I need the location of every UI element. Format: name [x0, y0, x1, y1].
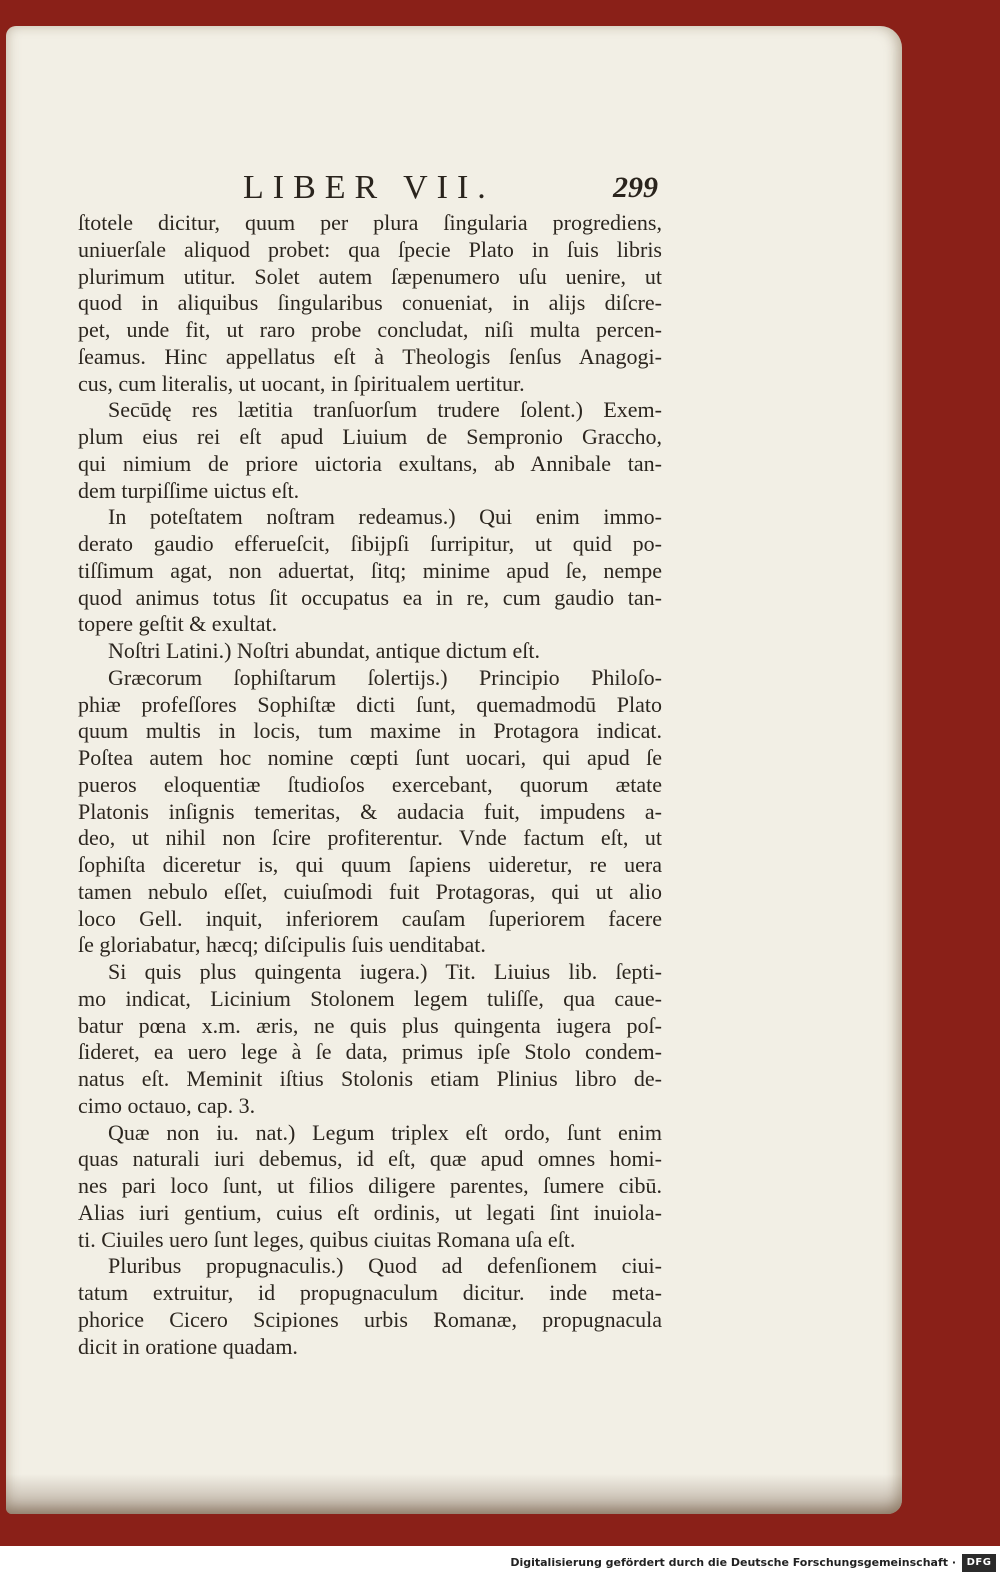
text-line: nes pari loco ſunt, ut filios diligere parentes, ſumere cibū.	[78, 1173, 662, 1198]
text-line: ſideret, ea uero lege à ſe data, primus ipſe Stolo condem-	[78, 1039, 662, 1065]
text-line: natus eſt. Meminit iſtius Stolonis etiam Plinius libro de-	[78, 1066, 662, 1091]
commentary-text-block	[78, 210, 662, 1360]
book-page	[6, 26, 902, 1514]
text-line: ſe gloriabatur, hæcq; diſcipulis ſuis uenditabat.	[78, 932, 486, 958]
text-line: Pluribus propugnaculis.) Quod ad defenſionem ciui-	[108, 1253, 662, 1279]
text-line: cus, cum literalis, ut uocant, in ſpiritualem uertitur.	[78, 370, 525, 396]
text-line: ti. Ciuiles uero ſunt leges, quibus ciuitas Romana uſa eſt.	[78, 1226, 576, 1252]
page-number: 299	[613, 171, 658, 204]
text-line: plurimum utitur. Solet autem ſæpenumero uſu uenire, ut	[78, 263, 662, 289]
text-line: Si quis plus quingenta iugera.) Tit. Liuius lib. ſepti-	[108, 959, 662, 984]
text-line: quod animus totus ſit occupatus ea in re, cum gaudio tan-	[78, 584, 662, 610]
text-line: mo indicat, Licinium Stolonem legem tuliſſe, qua caue-	[78, 985, 662, 1011]
text-line: dicit in oratione quadam.	[78, 1333, 298, 1359]
text-line: deo, ut nihil non ſcire profiterentur. Vnde factum eſt, ut	[78, 825, 662, 851]
text-line: batur pœna x.m. æris, ne quis plus quingenta iugera poſ-	[78, 1012, 662, 1038]
text-line: Secūdę res lætitia tranſuorſum trudere ſolent.) Exem-	[108, 397, 662, 423]
text-line: ſtotele dicitur, quum per plura ſingularia progrediens,	[78, 210, 662, 235]
funding-credit-text: Digitalisierung gefördert durch die Deutsche Forschungsgemeinschaft ·	[510, 1556, 956, 1569]
text-line: topere geſtit & exultat.	[78, 611, 278, 637]
text-line: pueros eloquentiæ ſtudioſos exercebant, quorum ætate	[78, 771, 662, 797]
text-line: quod in aliquibus ſingularibus conueniat, in alijs diſcre-	[78, 290, 662, 316]
text-line: cimo octauo, cap. 3.	[78, 1092, 256, 1118]
text-line: ſophiſta diceretur is, qui quum ſapiens uideretur, re uera	[78, 852, 662, 877]
text-line: tiſſimum agat, non aduertat, ſitq; minime apud ſe, nempe	[78, 557, 662, 583]
text-line: uniuerſale aliquod probet: qua ſpecie Plato in ſuis libris	[78, 236, 662, 262]
running-head	[78, 166, 662, 210]
text-line: quum multis in locis, tum maxime in Protagora indicat.	[78, 718, 662, 744]
text-line: dem turpiſſime uictus eſt.	[78, 477, 300, 503]
text-line: pet, unde fit, ut raro probe concludat, niſi multa percen-	[78, 317, 662, 342]
text-line: Græcorum ſophiſtarum ſolertijs.) Principio Philoſo-	[108, 664, 662, 690]
text-line: tatum extruitur, id propugnaculum dicitur. inde meta-	[78, 1280, 662, 1305]
text-line: quas naturali iuri debemus, id eſt, quæ apud omnes homi-	[78, 1146, 662, 1172]
text-line: plum eius rei eſt apud Liuium de Sempronio Graccho,	[78, 424, 662, 449]
text-line: ſeamus. Hinc appellatus eſt à Theologis ſenſus Anagogi-	[78, 343, 662, 369]
text-line: phorice Cicero Scipiones urbis Romanæ, propugnacula	[78, 1306, 662, 1332]
text-line: In poteſtatem noſtram redeamus.) Qui enim immo-	[108, 504, 662, 530]
digitization-credit-bar	[0, 1548, 1000, 1582]
text-line: tamen nebulo eſſet, cuiuſmodi fuit Protagoras, qui ut alio	[78, 878, 662, 904]
text-line: derato gaudio efferueſcit, ſibijpſi ſurripitur, ut quid po-	[78, 531, 662, 556]
text-line: Poſtea autem hoc nomine cœpti ſunt uocari, qui apud ſe	[78, 745, 662, 770]
dfg-logo: DFG	[962, 1554, 996, 1572]
text-line: Quæ non iu. nat.) Legum triplex eſt ordo, ſunt enim	[108, 1119, 662, 1145]
text-line: loco Gell. inquit, inferiorem cauſam ſuperiorem facere	[78, 905, 662, 931]
text-line: Alias iuri gentium, cuius eſt ordinis, ut legati ſint inuiola-	[78, 1199, 662, 1225]
text-line: qui nimium de priore uictoria exultans, ab Annibale tan-	[78, 450, 662, 476]
text-line: Platonis inſignis temeritas, & audacia fuit, impudens a-	[78, 798, 662, 824]
running-title: LIBER VII.	[243, 169, 495, 206]
text-line: phiæ profeſſores Sophiſtæ dicti ſunt, quemadmodū Plato	[78, 691, 662, 717]
text-line: Noſtri Latini.) Noſtri abundat, antique dictum eſt.	[108, 638, 540, 663]
